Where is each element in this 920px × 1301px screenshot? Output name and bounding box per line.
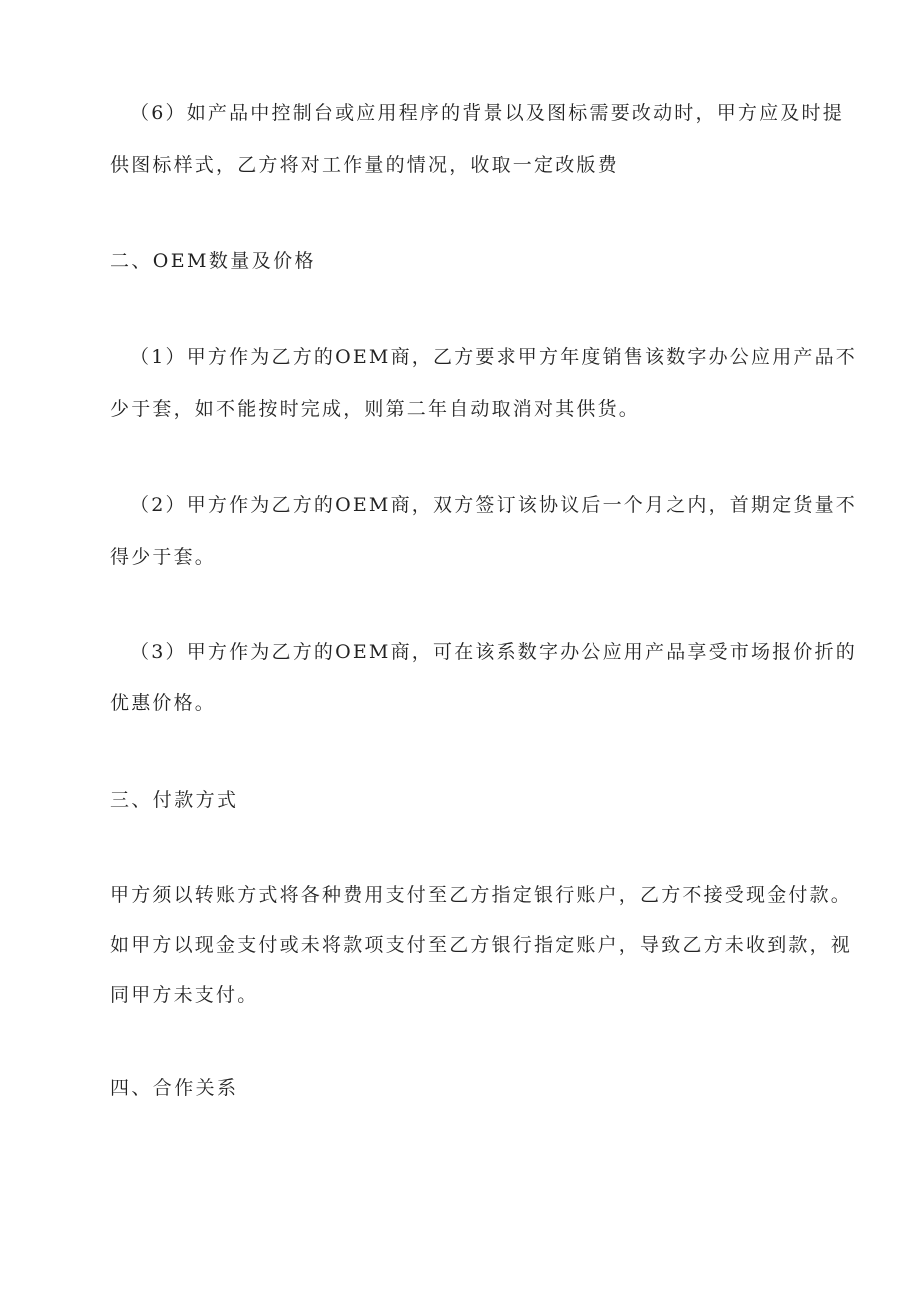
paragraph-2-1-line-2: 少于套，如不能按时完成，则第二年自动取消对其供货。 xyxy=(110,398,641,420)
paragraph-2-2-line-1: （2）甲方作为乙方的OEM商，双方签订该协议后一个月之内，首期定货量不 xyxy=(130,494,857,516)
paragraph-2-2-line-2: 得少于套。 xyxy=(110,546,217,568)
paragraph-payment-line-3: 同甲方未支付。 xyxy=(110,984,259,1006)
section-heading-payment-method: 三、付款方式 xyxy=(110,789,239,811)
paragraph-2-3-line-1: （3）甲方作为乙方的OEM商，可在该系数字办公应用产品享受市场报价折的 xyxy=(130,641,857,663)
paragraph-2-3-line-2: 优惠价格。 xyxy=(110,692,217,714)
paragraph-6-line-2: 供图标样式，乙方将对工作量的情况，收取一定改版费 xyxy=(110,154,619,176)
section-heading-oem-quantity-price: 二、OEM数量及价格 xyxy=(110,250,316,272)
paragraph-payment-line-1: 甲方须以转账方式将各种费用支付至乙方指定银行账户，乙方不接受现金付款。 xyxy=(110,884,853,906)
paragraph-2-1-line-1: （1）甲方作为乙方的OEM商，乙方要求甲方年度销售该数字办公应用产品不 xyxy=(130,346,857,368)
paragraph-6-line-1: （6）如产品中控制台或应用程序的背景以及图标需要改动时，甲方应及时提 xyxy=(130,102,844,124)
paragraph-payment-line-2: 如甲方以现金支付或未将款项支付至乙方银行指定账户，导致乙方未收到款，视 xyxy=(110,934,853,956)
section-heading-cooperation: 四、合作关系 xyxy=(110,1077,239,1099)
